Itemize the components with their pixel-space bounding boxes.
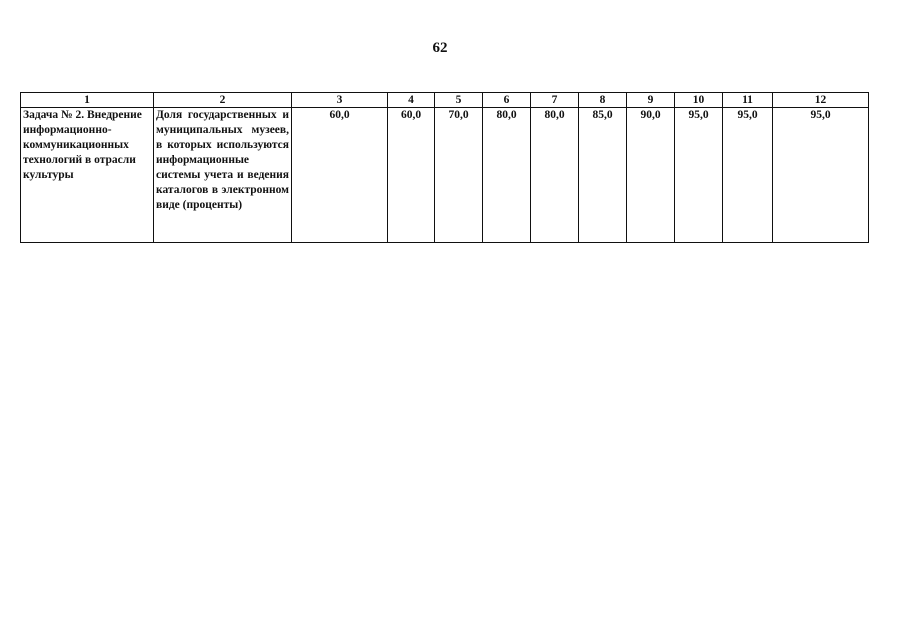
column-header: 7	[531, 93, 579, 108]
indicator-cell: Доля государственных и муниципальных музеев, в которых используются информационные системы учета и ведения каталогов в электронном виде (проценты)	[154, 108, 292, 243]
value-cell: 80,0	[531, 108, 579, 243]
column-header: 12	[773, 93, 869, 108]
column-header: 8	[579, 93, 627, 108]
column-header: 1	[21, 93, 154, 108]
column-header: 5	[435, 93, 483, 108]
value-cell: 90,0	[627, 108, 675, 243]
value-cell: 95,0	[723, 108, 773, 243]
table-row	[21, 108, 869, 243]
value-cell: 85,0	[579, 108, 627, 243]
column-header: 4	[388, 93, 435, 108]
value-cell: 60,0	[292, 108, 388, 243]
column-header: 9	[627, 93, 675, 108]
value-cell: 80,0	[483, 108, 531, 243]
indicators-table	[20, 92, 869, 243]
column-header: 3	[292, 93, 388, 108]
page-number: 62	[432, 40, 448, 56]
column-header: 6	[483, 93, 531, 108]
value-cell: 70,0	[435, 108, 483, 243]
column-header: 11	[723, 93, 773, 108]
column-header: 10	[675, 93, 723, 108]
value-cell: 60,0	[388, 108, 435, 243]
header-row	[21, 93, 869, 108]
value-cell: 95,0	[773, 108, 869, 243]
value-cell: 95,0	[675, 108, 723, 243]
column-header: 2	[154, 93, 292, 108]
task-cell: Задача № 2. Внедрение информационно-коммуникационных технологий в отрасли культуры	[21, 108, 154, 243]
